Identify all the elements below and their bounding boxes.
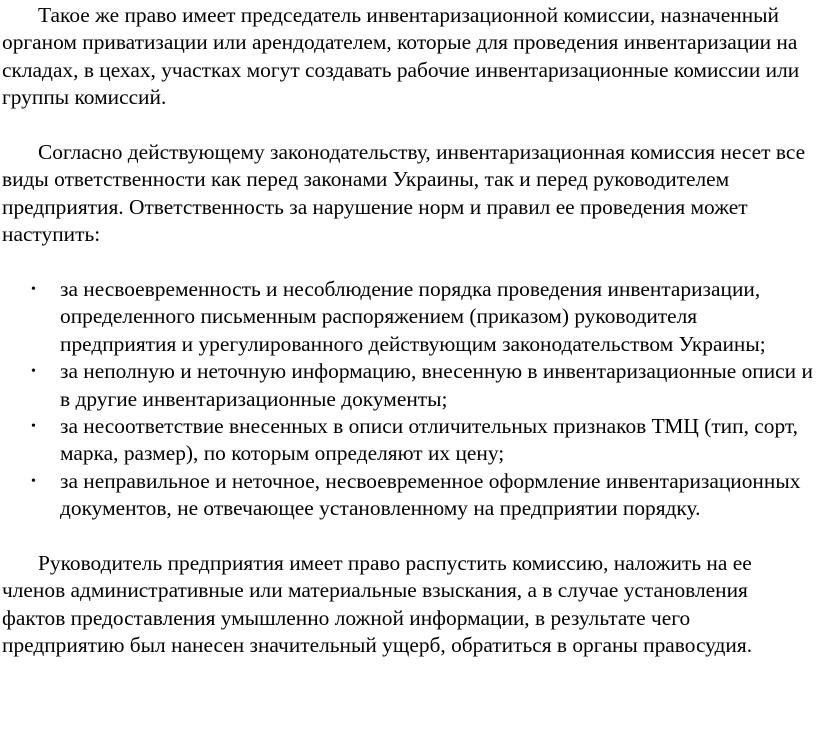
bullet-icon: • xyxy=(31,282,36,298)
list-item xyxy=(2,358,816,413)
paragraph-manager-rights: Руководитель предприятия имеет право распустить комиссию, наложить на ее членов административные или материальные взыскания, а в случае установления фактов предоставления умышленно ложной информации, в результате чего предприятию был нанесен значительный ущерб, обратиться в органы правосудия. xyxy=(2,551,753,658)
responsibility-list xyxy=(2,276,816,523)
paragraph-spacer xyxy=(2,523,816,550)
paragraph-commission-responsibility: Согласно действующему законодательству, инвентаризационная комиссия несет все виды ответственности как перед законами Украины, так и перед руководителем предприятия. Ответственность за нарушение норм и правил ее проведения может наступить: xyxy=(2,140,806,247)
bullet-icon: • xyxy=(31,473,36,489)
bullet-icon: • xyxy=(31,364,36,380)
list-item-text: за несвоевременность и несоблюдение порядка проведения инвентаризации, определенного письменным распоряжением (приказом) руководителя предприятия и урегулированного действующим законодательством Украины; xyxy=(60,277,766,356)
list-item xyxy=(2,276,816,358)
bullet-icon: • xyxy=(31,419,36,435)
paragraph-spacer xyxy=(2,249,816,276)
list-item-text: за неполную и неточную информацию, внесенную в инвентаризационные описи и в другие инвентаризационные документы; xyxy=(60,359,813,411)
paragraph-spacer xyxy=(2,112,816,139)
list-item xyxy=(2,468,816,523)
list-item xyxy=(2,413,816,468)
paragraph-chairman-rights: Такое же право имеет председатель инвентаризационной комиссии, назначенный органом приватизации или арендодателем, которые для проведения инвентаризации на складах, в цехах, участках могут создавать рабочие инвентаризационные комиссии или группы комиссий. xyxy=(2,3,800,110)
list-item-text: за неправильное и неточное, несвоевременное оформление инвентаризационных документов, не отвечающее установленному на предприятии порядку. xyxy=(60,468,801,521)
list-item-text: за несоответствие внесенных в описи отличительных признаков ТМЦ (тип, сорт, марка, размер), по которым определяют их цену; xyxy=(60,414,798,466)
